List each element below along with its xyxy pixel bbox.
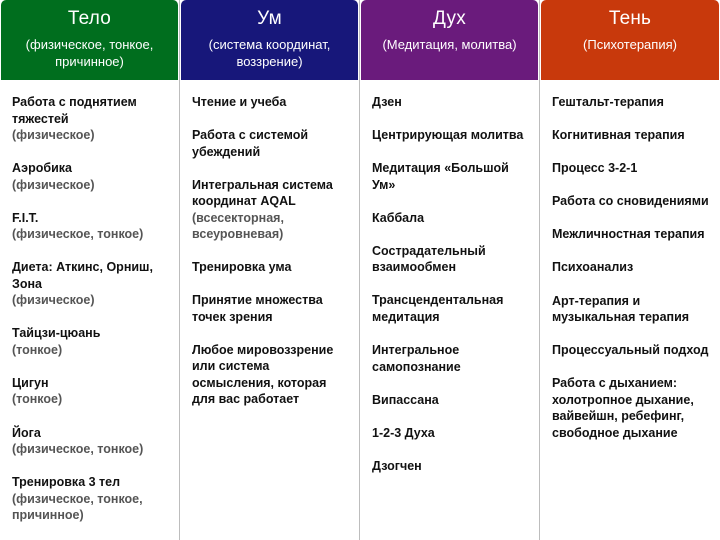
list-item: [192, 94, 349, 111]
list-item: [12, 375, 169, 408]
item-name: Медитация «Большой Ум»: [372, 161, 509, 192]
list-item: [552, 94, 710, 111]
item-name: Диета: Аткинс, Орниш, Зона: [12, 260, 153, 291]
item-name: Интегральная система координат AQAL: [192, 177, 333, 209]
column-header-shadow: [541, 0, 719, 80]
column-header-spirit: [361, 0, 538, 80]
column-items: [180, 80, 359, 408]
list-item: [12, 94, 169, 144]
item-name: Работа с дыханием: холотропное дыхание, вайвейшн, ребефинг, свободное дыхание: [552, 376, 694, 440]
item-name: F.I.T.: [12, 210, 39, 225]
list-item: [192, 177, 349, 243]
column-items: [540, 80, 720, 441]
list-item: [372, 127, 529, 144]
item-name: Принятие множества точек зрения: [192, 293, 323, 324]
item-name: Сострадательный взаимообмен: [372, 243, 486, 275]
list-item: [552, 127, 710, 144]
list-item: [192, 292, 349, 325]
list-item: [372, 458, 529, 475]
item-name: Арт-терапия и музыкальная терапия: [552, 293, 690, 325]
item-name: Тренировка ума: [192, 260, 292, 275]
item-name: Йога: [12, 425, 41, 440]
item-name: Каббала: [372, 210, 425, 225]
column-title: Дух: [433, 8, 466, 29]
list-item: [12, 210, 169, 243]
list-item: [12, 325, 169, 358]
list-item: [552, 259, 710, 276]
list-item: [12, 474, 169, 524]
item-note: (физическое, тонкое): [12, 227, 144, 242]
list-item: [372, 392, 529, 409]
item-note: (тонкое): [12, 342, 63, 357]
item-name: Гештальт-терапия: [552, 95, 664, 109]
item-name: Процессуальный подход: [552, 343, 709, 358]
list-item: [372, 292, 529, 325]
item-note: (тонкое): [12, 392, 63, 407]
item-name: Випассана: [372, 392, 439, 407]
item-name: Интегральное самопознание: [372, 343, 461, 374]
item-note: (физическое): [12, 128, 95, 142]
column-header-mind: [181, 0, 358, 80]
item-name: Тренировка 3 тел: [12, 475, 121, 490]
column-items: [360, 80, 539, 474]
list-item: [192, 259, 349, 276]
item-note: (физическое): [12, 177, 95, 192]
item-name: Когнитивная терапия: [552, 128, 685, 143]
item-name: Дзен: [372, 95, 402, 109]
list-item: [552, 226, 710, 243]
item-name: Аэробика: [12, 161, 72, 176]
list-item: [372, 342, 529, 375]
list-item: [552, 193, 710, 210]
item-name: Дзогчен: [372, 458, 422, 473]
column-items: [0, 80, 179, 524]
column-title: Ум: [257, 8, 282, 29]
column-subtitle: (Психотерапия): [583, 37, 677, 52]
item-name: Работа со сновидениями: [552, 194, 709, 209]
list-item: [372, 243, 529, 276]
column-shadow: [540, 0, 720, 540]
list-item: [12, 425, 169, 458]
column-header-body: [1, 0, 178, 80]
list-item: [12, 259, 169, 309]
list-item: [372, 210, 529, 227]
column-mind: [180, 0, 360, 540]
item-note: (физическое, тонкое): [12, 442, 144, 457]
column-title: Тело: [67, 8, 112, 29]
item-name: Цигун: [12, 375, 49, 390]
column-title: Тень: [608, 8, 652, 29]
item-note: (физическое, тонкое, причинное): [12, 491, 143, 523]
item-name: 1-2-3 Духа: [372, 425, 435, 440]
item-name: Работа с системой убеждений: [192, 128, 309, 159]
item-name: Межличностная терапия: [552, 227, 705, 242]
list-item: [12, 160, 169, 193]
column-subtitle: (Медитация, молитва): [382, 37, 517, 52]
item-name: Психоанализ: [552, 260, 634, 275]
list-item: [552, 160, 710, 177]
item-name: Трансцендентальная медитация: [372, 293, 504, 324]
list-item: [192, 127, 349, 160]
item-name: Работа с поднятием тяжестей: [12, 95, 137, 126]
item-name: Любое мировоззрение или система осмысления, которая для вас работает: [192, 342, 334, 407]
item-name: Центрирующая молитва: [372, 128, 524, 143]
list-item: [372, 425, 529, 442]
item-name: Тайцзи-цюань: [12, 326, 101, 341]
list-item: [552, 342, 710, 359]
column-subtitle: (система координат, воззрение): [208, 37, 331, 69]
column-spirit: [360, 0, 540, 540]
column-body: [0, 0, 180, 540]
item-note: (всесекторная, всеуровневая): [192, 210, 284, 242]
list-item: [192, 342, 349, 408]
list-item: [552, 293, 710, 326]
item-note: (физическое): [12, 293, 95, 308]
item-name: Процесс 3-2-1: [552, 161, 638, 176]
column-subtitle: (физическое, тонкое, причинное): [25, 37, 154, 69]
list-item: [552, 375, 710, 441]
list-item: [372, 160, 529, 193]
list-item: [372, 94, 529, 111]
item-name: Чтение и учеба: [192, 95, 287, 109]
